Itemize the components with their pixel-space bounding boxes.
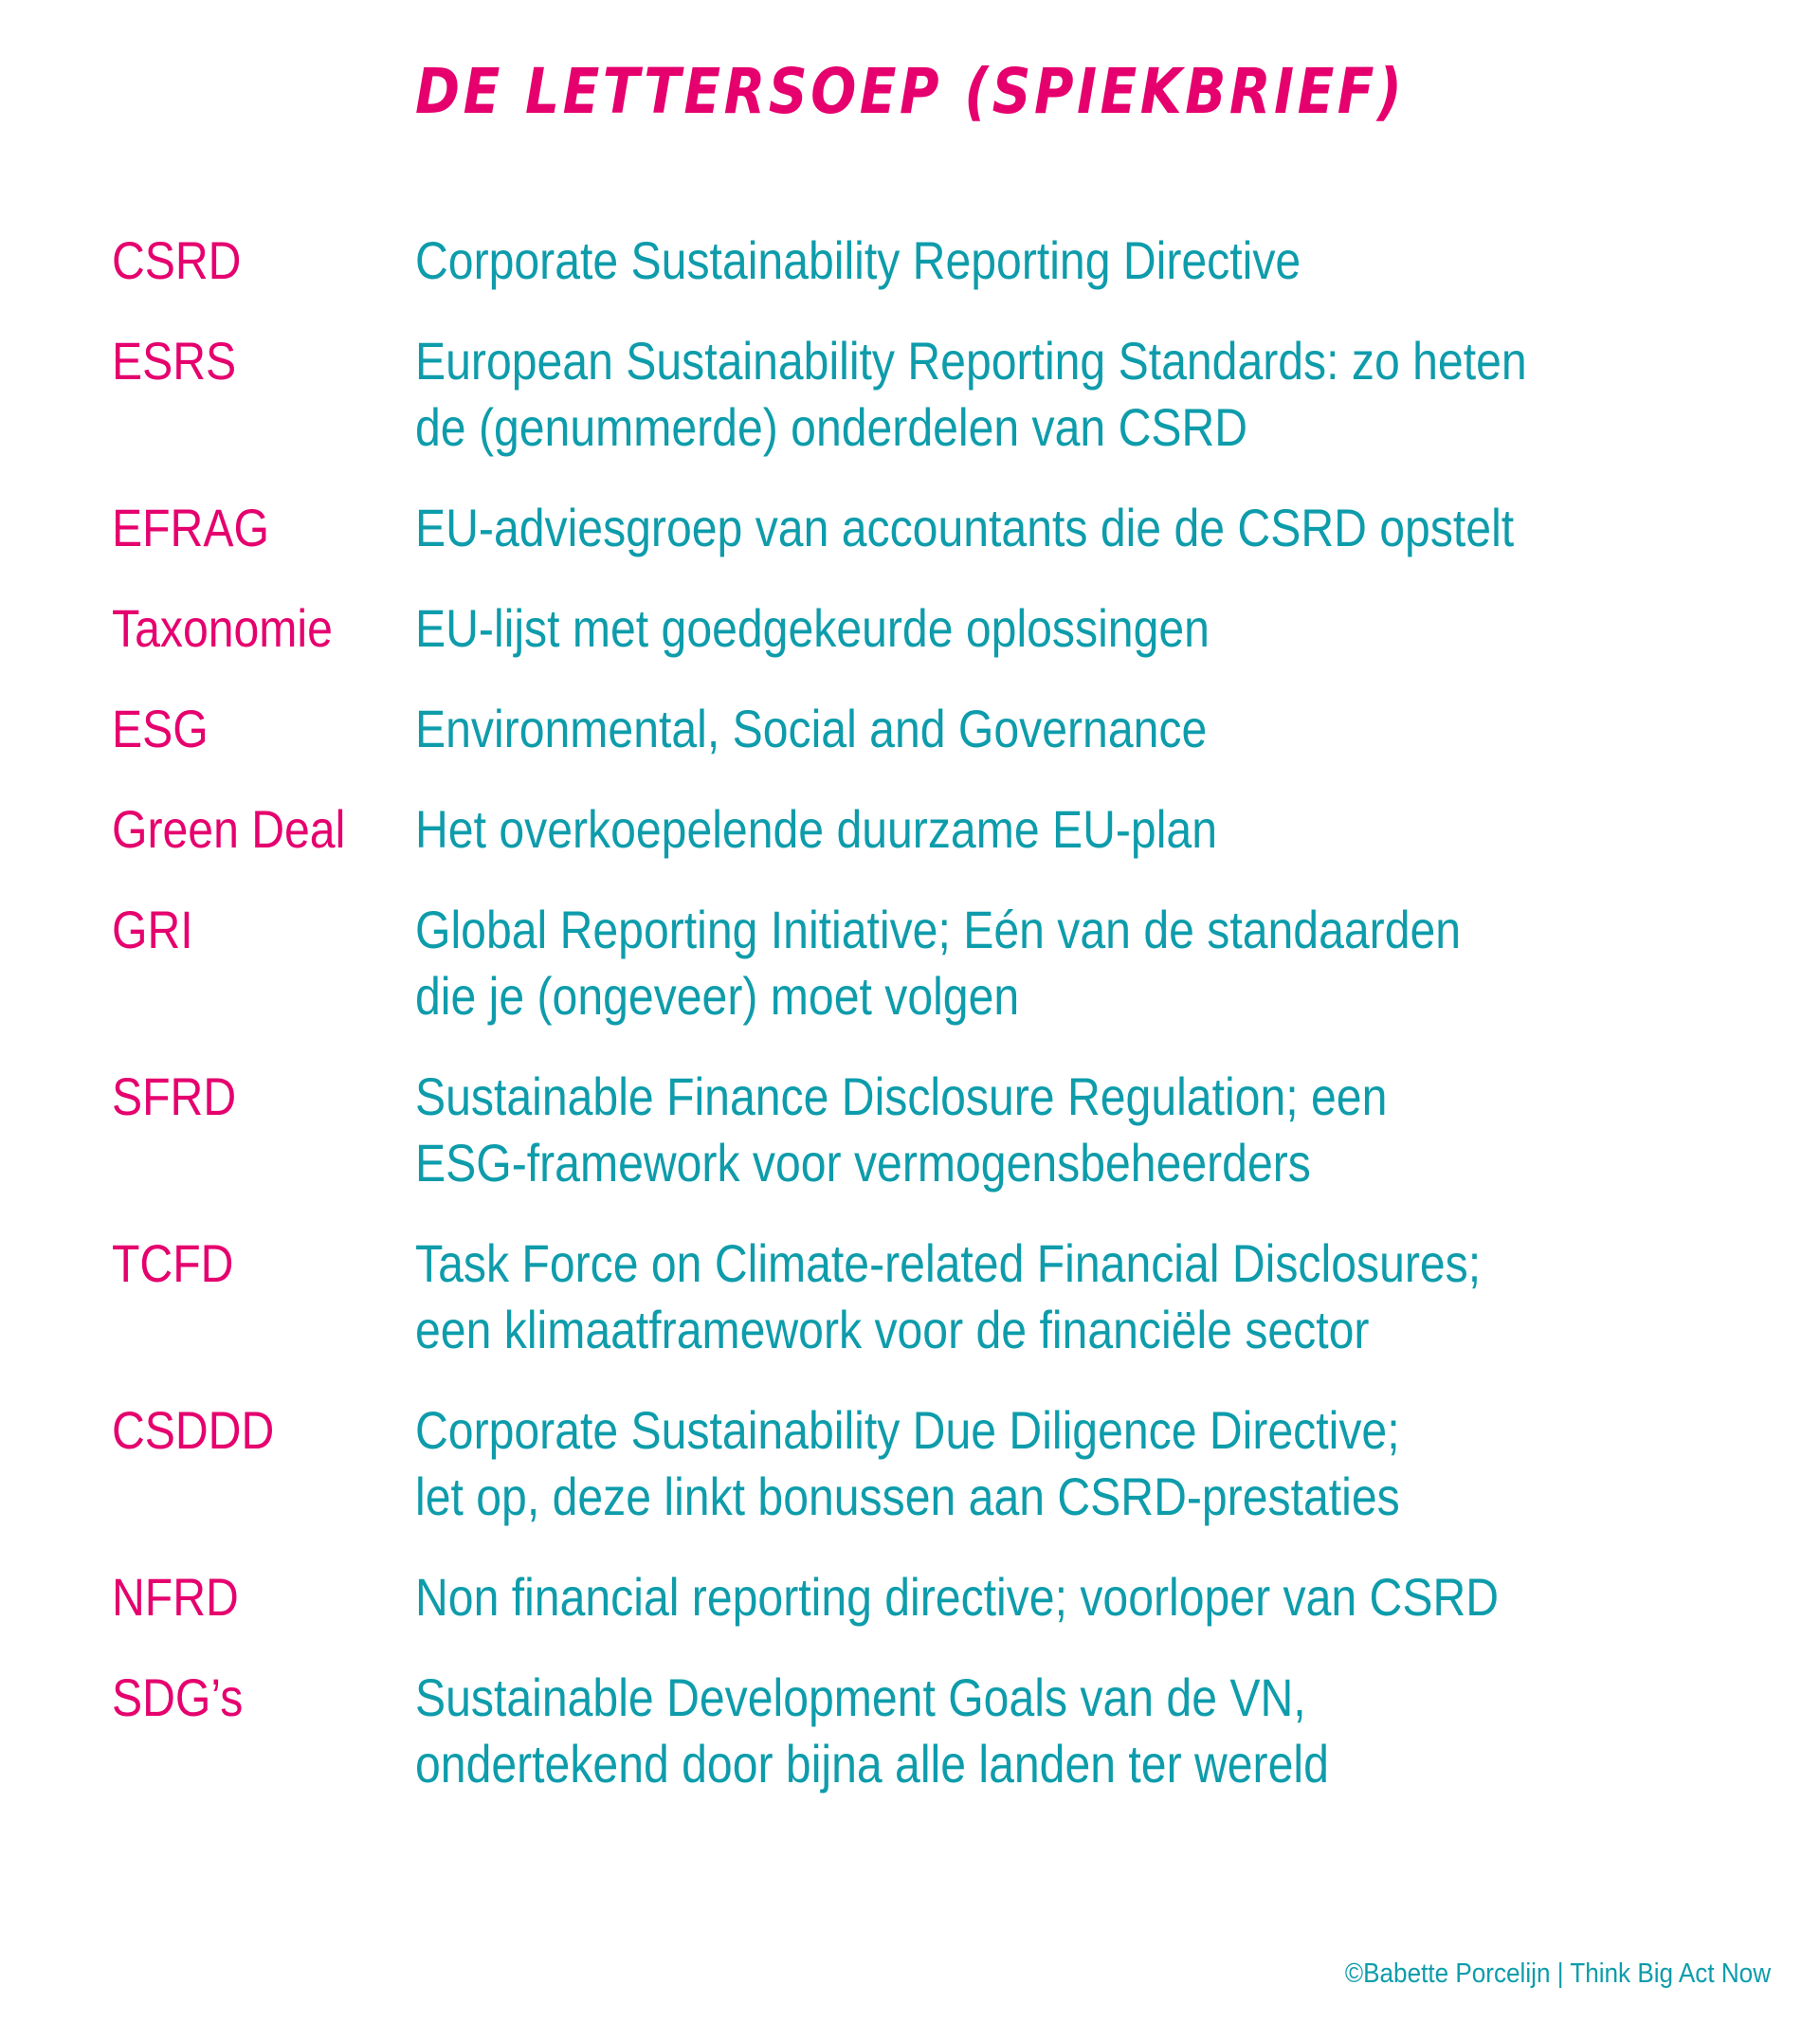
- glossary-row: [112, 1397, 1723, 1530]
- term-text: EFRAG: [112, 498, 269, 557]
- term-text: Taxonomie: [112, 598, 333, 658]
- definition-line: Corporate Sustainability Reporting Directive: [415, 230, 1301, 290]
- glossary-term: [112, 897, 415, 1029]
- term-text: Green Deal: [112, 799, 346, 859]
- copyright-footer: [1298, 1958, 1771, 1990]
- definition-line: ondertekend door bijna alle landen ter wereld: [415, 1734, 1329, 1794]
- glossary-term: [112, 1064, 415, 1196]
- glossary-definition: [415, 696, 1723, 762]
- definition-line: Non financial reporting directive; voorloper van CSRD: [415, 1567, 1500, 1627]
- term-text: ESRS: [112, 331, 237, 391]
- definition-line: de (genummerde) onderdelen van CSRD: [415, 397, 1248, 457]
- glossary-row: [112, 897, 1723, 1029]
- definition-line: ESG-framework voor vermogensbeheerders: [415, 1133, 1311, 1193]
- glossary-term: [112, 1230, 415, 1363]
- glossary-row: [112, 228, 1723, 294]
- term-text: SDG’s: [112, 1667, 244, 1727]
- glossary-definition: [415, 1230, 1723, 1363]
- glossary-term: [112, 1665, 415, 1797]
- glossary-definition: [415, 1564, 1723, 1630]
- term-text: CSDDD: [112, 1400, 275, 1460]
- glossary-list: [112, 228, 1723, 1831]
- definition-line: EU-lijst met goedgekeurde oplossingen: [415, 598, 1210, 658]
- definition-line: Corporate Sustainability Due Diligence Directive;: [415, 1400, 1400, 1460]
- definition-line: European Sustainability Reporting Standards: zo heten: [415, 331, 1527, 391]
- definition-line: let op, deze linkt bonussen aan CSRD-prestaties: [415, 1466, 1400, 1526]
- glossary-row: [112, 1564, 1723, 1630]
- definition-line: een klimaatframework voor de financiële sector: [415, 1300, 1370, 1359]
- glossary-row: [112, 696, 1723, 762]
- glossary-definition: [415, 228, 1723, 294]
- term-text: GRI: [112, 900, 193, 959]
- definition-line: Environmental, Social and Governance: [415, 699, 1208, 758]
- glossary-term: [112, 228, 415, 294]
- glossary-row: [112, 595, 1723, 662]
- definition-line: Het overkoepelende duurzame EU-plan: [415, 799, 1217, 859]
- glossary-term: [112, 495, 415, 561]
- definition-line: die je (ongeveer) moet volgen: [415, 966, 1020, 1026]
- glossary-term: [112, 328, 415, 461]
- term-text: TCFD: [112, 1233, 234, 1293]
- page-title: [0, 55, 1820, 128]
- glossary-term: [112, 595, 415, 662]
- term-text: NFRD: [112, 1567, 239, 1627]
- glossary-definition: [415, 796, 1723, 863]
- glossary-definition: [415, 1665, 1723, 1797]
- glossary-row: [112, 1230, 1723, 1363]
- term-text: CSRD: [112, 230, 242, 290]
- definition-line: Task Force on Climate-related Financial Disclosures;: [415, 1233, 1482, 1293]
- glossary-row: [112, 495, 1723, 561]
- page-title-text: DE LETTERSOEP (SPIEKBRIEF): [414, 55, 1406, 128]
- footer-text: ©Babette Porcelijn | Think Big Act Now: [1344, 1958, 1771, 1989]
- term-text: SFRD: [112, 1066, 237, 1126]
- glossary-term: [112, 1564, 415, 1630]
- glossary-row: [112, 1064, 1723, 1196]
- glossary-term: [112, 696, 415, 762]
- glossary-definition: [415, 1397, 1723, 1530]
- glossary-definition: [415, 897, 1723, 1029]
- definition-line: Global Reporting Initiative; Eén van de standaarden: [415, 900, 1462, 959]
- term-text: ESG: [112, 699, 209, 758]
- glossary-definition: [415, 495, 1723, 561]
- definition-line: Sustainable Finance Disclosure Regulation; een: [415, 1066, 1388, 1126]
- definition-line: EU-adviesgroep van accountants die de CSRD opstelt: [415, 498, 1515, 557]
- glossary-row: [112, 1665, 1723, 1797]
- glossary-term: [112, 1397, 415, 1530]
- definition-line: Sustainable Development Goals van de VN,: [415, 1667, 1306, 1727]
- glossary-term: [112, 796, 415, 863]
- glossary-row: [112, 796, 1723, 863]
- glossary-definition: [415, 1064, 1723, 1196]
- glossary-row: [112, 328, 1723, 461]
- glossary-definition: [415, 595, 1723, 662]
- glossary-definition: [415, 328, 1723, 461]
